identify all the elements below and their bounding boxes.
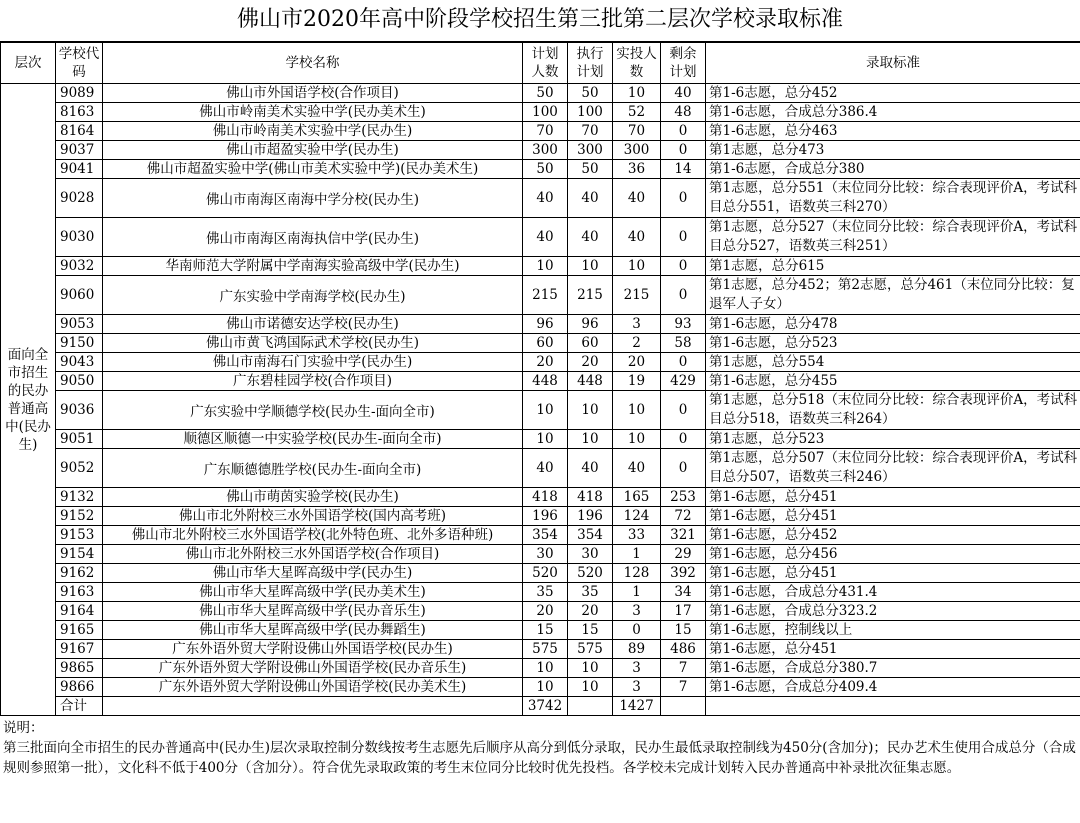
actual-count: 10	[613, 257, 661, 276]
school-name: 佛山市华大星晖高级中学(民办舞蹈生)	[103, 621, 523, 640]
header-plan	[523, 43, 568, 84]
exec-plan: 15	[568, 621, 613, 640]
remain-plan: 34	[661, 583, 706, 602]
school-code: 9060	[56, 276, 103, 315]
table-row	[1, 678, 1080, 697]
school-code: 9165	[56, 621, 103, 640]
exec-plan: 60	[568, 334, 613, 353]
table-row	[1, 391, 1080, 430]
actual-count: 124	[613, 507, 661, 526]
table-row	[1, 507, 1080, 526]
school-code: 9865	[56, 659, 103, 678]
actual-count: 10	[613, 430, 661, 449]
school-code: 9866	[56, 678, 103, 697]
admission-standard: 第1志愿，总分523	[706, 430, 1080, 449]
table-row	[1, 449, 1080, 488]
plan-count: 15	[523, 621, 568, 640]
exec-plan: 418	[568, 488, 613, 507]
remain-plan: 486	[661, 640, 706, 659]
exec-plan: 10	[568, 678, 613, 697]
plan-count: 448	[523, 372, 568, 391]
remain-plan: 7	[661, 678, 706, 697]
remain-plan: 0	[661, 122, 706, 141]
table-row	[1, 526, 1080, 545]
table-row	[1, 488, 1080, 507]
notes-heading: 说明：	[3, 720, 44, 736]
school-name: 广东实验中学顺德学校(民办生-面向全市)	[103, 391, 523, 430]
plan-count: 40	[523, 179, 568, 218]
plan-count: 354	[523, 526, 568, 545]
school-name: 佛山市华大星晖高级中学(民办美术生)	[103, 583, 523, 602]
actual-count: 128	[613, 564, 661, 583]
school-name: 佛山市岭南美术实验中学(民办生)	[103, 122, 523, 141]
school-name: 广东外语外贸大学附设佛山外国语学校(民办生)	[103, 640, 523, 659]
exec-plan: 10	[568, 659, 613, 678]
school-name: 广东顺德德胜学校(民办生-面向全市)	[103, 449, 523, 488]
remain-plan: 58	[661, 334, 706, 353]
actual-count: 1	[613, 583, 661, 602]
actual-count: 3	[613, 659, 661, 678]
admission-standard: 第1-6志愿，总分451	[706, 507, 1080, 526]
plan-count: 35	[523, 583, 568, 602]
actual-count: 19	[613, 372, 661, 391]
table-row	[1, 659, 1080, 678]
plan-count: 70	[523, 122, 568, 141]
exec-plan: 10	[568, 257, 613, 276]
total-exec-blank	[568, 697, 613, 716]
header-code-text: 学校代码	[58, 46, 100, 80]
school-code: 9053	[56, 315, 103, 334]
school-code: 9167	[56, 640, 103, 659]
remain-plan: 72	[661, 507, 706, 526]
table-header-row	[1, 43, 1080, 84]
exec-plan: 30	[568, 545, 613, 564]
school-code: 8163	[56, 103, 103, 122]
exec-plan: 354	[568, 526, 613, 545]
admission-standard: 第1-6志愿，总分452	[706, 84, 1080, 103]
header-actual	[613, 43, 661, 84]
table-row	[1, 218, 1080, 257]
total-actual: 1427	[613, 697, 661, 716]
admission-standard: 第1-6志愿，总分451	[706, 488, 1080, 507]
total-remain-blank	[661, 697, 706, 716]
admission-standard: 第1-6志愿，合成总分386.4	[706, 103, 1080, 122]
table-row	[1, 141, 1080, 160]
school-name: 佛山市北外附校三水外国语学校(北外特色班、北外多语种班)	[103, 526, 523, 545]
admission-standard: 第1-6志愿，总分455	[706, 372, 1080, 391]
school-code: 9051	[56, 430, 103, 449]
table-body	[1, 84, 1080, 716]
school-code: 9043	[56, 353, 103, 372]
school-code: 9153	[56, 526, 103, 545]
header-standard: 录取标准	[706, 43, 1080, 84]
plan-count: 40	[523, 449, 568, 488]
remain-plan: 321	[661, 526, 706, 545]
exec-plan: 96	[568, 315, 613, 334]
plan-count: 10	[523, 257, 568, 276]
table-row	[1, 122, 1080, 141]
exec-plan: 20	[568, 353, 613, 372]
actual-count: 3	[613, 602, 661, 621]
table-row	[1, 564, 1080, 583]
school-code: 9050	[56, 372, 103, 391]
admission-standard: 第1志愿，总分615	[706, 257, 1080, 276]
school-name: 佛山市岭南美术实验中学(民办美术生)	[103, 103, 523, 122]
admission-standard: 第1志愿，总分527（末位同分比较：综合表现评价A，考试科目总分527，语数英三科251）	[706, 218, 1080, 257]
school-name: 佛山市华大星晖高级中学(民办音乐生)	[103, 602, 523, 621]
remain-plan: 93	[661, 315, 706, 334]
plan-count: 418	[523, 488, 568, 507]
table-row	[1, 334, 1080, 353]
remain-plan: 392	[661, 564, 706, 583]
school-code: 9037	[56, 141, 103, 160]
school-code: 9028	[56, 179, 103, 218]
admission-standard: 第1-6志愿，控制线以上	[706, 621, 1080, 640]
total-row	[1, 697, 1080, 716]
header-remain	[661, 43, 706, 84]
remain-plan: 253	[661, 488, 706, 507]
header-name: 学校名称	[103, 43, 523, 84]
total-name-blank	[103, 697, 523, 716]
remain-plan: 0	[661, 276, 706, 315]
admission-standard: 第1-6志愿，合成总分409.4	[706, 678, 1080, 697]
school-name: 佛山市北外附校三水外国语学校(合作项目)	[103, 545, 523, 564]
actual-count: 10	[613, 391, 661, 430]
actual-count: 0	[613, 621, 661, 640]
plan-count: 50	[523, 84, 568, 103]
header-remain-text: 剩余计划	[669, 46, 697, 80]
school-code: 9132	[56, 488, 103, 507]
exec-plan: 40	[568, 179, 613, 218]
school-code: 9032	[56, 257, 103, 276]
plan-count: 96	[523, 315, 568, 334]
exec-plan: 20	[568, 602, 613, 621]
admission-table	[0, 42, 1080, 716]
school-code: 9152	[56, 507, 103, 526]
actual-count: 1	[613, 545, 661, 564]
plan-count: 575	[523, 640, 568, 659]
school-name: 佛山市外国语学校(合作项目)	[103, 84, 523, 103]
remain-plan: 17	[661, 602, 706, 621]
header-exec	[568, 43, 613, 84]
exec-plan: 10	[568, 391, 613, 430]
admission-standard: 第1-6志愿，合成总分380.7	[706, 659, 1080, 678]
header-exec-text: 执行计划	[576, 46, 604, 80]
actual-count: 3	[613, 678, 661, 697]
exec-plan: 40	[568, 449, 613, 488]
school-name: 广东外语外贸大学附设佛山外国语学校(民办音乐生)	[103, 659, 523, 678]
plan-count: 300	[523, 141, 568, 160]
school-name: 佛山市南海区南海执信中学(民办生)	[103, 218, 523, 257]
remain-plan: 0	[661, 449, 706, 488]
remain-plan: 14	[661, 160, 706, 179]
plan-count: 100	[523, 103, 568, 122]
table-row	[1, 315, 1080, 334]
school-name: 广东外语外贸大学附设佛山外国语学校(民办美术生)	[103, 678, 523, 697]
exec-plan: 50	[568, 160, 613, 179]
plan-count: 520	[523, 564, 568, 583]
remain-plan: 48	[661, 103, 706, 122]
actual-count: 2	[613, 334, 661, 353]
total-label: 合计	[56, 697, 103, 716]
table-row	[1, 103, 1080, 122]
remain-plan: 0	[661, 430, 706, 449]
notes-body: 第三批面向全市招生的民办普通高中(民办生)层次录取控制分数线按考生志愿先后顺序从高分到低分录取，民办生最低录取控制线为450分(含加分)；民办艺术生使用合成总分（合成规则参照第一批），文化科不低于400分（含加分）。符合优先录取政策的考生末位同分比较时优先投档。各学校未完成计划转入民办普通高中补录批次征集志愿。	[3, 740, 1076, 776]
school-code: 9030	[56, 218, 103, 257]
header-level: 层次	[1, 43, 56, 84]
plan-count: 10	[523, 430, 568, 449]
remain-plan: 429	[661, 372, 706, 391]
remain-plan: 0	[661, 391, 706, 430]
notes-section	[0, 716, 1080, 778]
total-standard-blank	[706, 697, 1080, 716]
school-code: 9150	[56, 334, 103, 353]
school-code: 9164	[56, 602, 103, 621]
school-name: 佛山市诺德安达学校(民办生)	[103, 315, 523, 334]
header-actual-text: 实投人数	[616, 46, 657, 80]
admission-standard: 第1-6志愿，合成总分431.4	[706, 583, 1080, 602]
admission-standard: 第1-6志愿，总分463	[706, 122, 1080, 141]
exec-plan: 215	[568, 276, 613, 315]
exec-plan: 35	[568, 583, 613, 602]
table-row	[1, 621, 1080, 640]
school-name: 顺德区顺德一中实验学校(民办生-面向全市)	[103, 430, 523, 449]
remain-plan: 0	[661, 141, 706, 160]
plan-count: 10	[523, 659, 568, 678]
plan-count: 196	[523, 507, 568, 526]
school-name: 华南师范大学附属中学南海实验高级中学(民办生)	[103, 257, 523, 276]
plan-count: 20	[523, 602, 568, 621]
total-plan: 3742	[523, 697, 568, 716]
plan-count: 30	[523, 545, 568, 564]
actual-count: 165	[613, 488, 661, 507]
school-code: 9036	[56, 391, 103, 430]
remain-plan: 7	[661, 659, 706, 678]
admission-standard: 第1-6志愿，合成总分323.2	[706, 602, 1080, 621]
school-code: 9154	[56, 545, 103, 564]
school-name: 佛山市华大星晖高级中学(民办生)	[103, 564, 523, 583]
school-name: 佛山市南海石门实验中学(民办生)	[103, 353, 523, 372]
plan-count: 60	[523, 334, 568, 353]
remain-plan: 0	[661, 179, 706, 218]
page-title: 佛山市2020年高中阶段学校招生第三批第二层次学校录取标准	[0, 0, 1080, 42]
header-plan-text: 计划人数	[531, 46, 559, 80]
exec-plan: 10	[568, 430, 613, 449]
table-row	[1, 276, 1080, 315]
plan-count: 215	[523, 276, 568, 315]
school-name: 佛山市黄飞鸿国际武术学校(民办生)	[103, 334, 523, 353]
school-name: 佛山市超盈实验中学(民办生)	[103, 141, 523, 160]
remain-plan: 0	[661, 218, 706, 257]
school-code: 9162	[56, 564, 103, 583]
exec-plan: 70	[568, 122, 613, 141]
admission-standard: 第1志愿，总分554	[706, 353, 1080, 372]
table-row	[1, 179, 1080, 218]
table-row	[1, 160, 1080, 179]
remain-plan: 0	[661, 353, 706, 372]
table-row	[1, 84, 1080, 103]
actual-count: 10	[613, 84, 661, 103]
actual-count: 3	[613, 315, 661, 334]
exec-plan: 196	[568, 507, 613, 526]
plan-count: 50	[523, 160, 568, 179]
admission-standard: 第1志愿，总分518（末位同分比较：综合表现评价A，考试科目总分518，语数英三科264）	[706, 391, 1080, 430]
school-name: 佛山市南海区南海中学分校(民办生)	[103, 179, 523, 218]
remain-plan: 0	[661, 257, 706, 276]
actual-count: 20	[613, 353, 661, 372]
exec-plan: 448	[568, 372, 613, 391]
admission-standard: 第1志愿，总分507（末位同分比较：综合表现评价A，考试科目总分507，语数英三科246）	[706, 449, 1080, 488]
table-row	[1, 372, 1080, 391]
school-name: 佛山市北外附校三水外国语学校(国内高考班)	[103, 507, 523, 526]
actual-count: 36	[613, 160, 661, 179]
table-row	[1, 257, 1080, 276]
plan-count: 40	[523, 218, 568, 257]
actual-count: 89	[613, 640, 661, 659]
actual-count: 70	[613, 122, 661, 141]
actual-count: 52	[613, 103, 661, 122]
school-name: 广东实验中学南海学校(民办生)	[103, 276, 523, 315]
actual-count: 300	[613, 141, 661, 160]
admission-standard: 第1-6志愿，合成总分380	[706, 160, 1080, 179]
actual-count: 215	[613, 276, 661, 315]
admission-standard: 第1-6志愿，总分478	[706, 315, 1080, 334]
admission-standard: 第1志愿，总分452；第2志愿，总分461（末位同分比较：复退军人子女）	[706, 276, 1080, 315]
remain-plan: 15	[661, 621, 706, 640]
admission-standard: 第1-6志愿，总分451	[706, 564, 1080, 583]
admission-standard: 第1志愿，总分473	[706, 141, 1080, 160]
remain-plan: 29	[661, 545, 706, 564]
exec-plan: 575	[568, 640, 613, 659]
exec-plan: 520	[568, 564, 613, 583]
exec-plan: 300	[568, 141, 613, 160]
admission-standard: 第1志愿，总分551（末位同分比较：综合表现评价A，考试科目总分551，语数英三科270）	[706, 179, 1080, 218]
plan-count: 10	[523, 391, 568, 430]
school-code: 8164	[56, 122, 103, 141]
admission-standard: 第1-6志愿，总分523	[706, 334, 1080, 353]
school-code: 9052	[56, 449, 103, 488]
school-code: 9041	[56, 160, 103, 179]
admission-standard: 第1-6志愿，总分452	[706, 526, 1080, 545]
header-code	[56, 43, 103, 84]
actual-count: 40	[613, 179, 661, 218]
table-row	[1, 353, 1080, 372]
school-code: 9089	[56, 84, 103, 103]
exec-plan: 40	[568, 218, 613, 257]
level-cell: 面向全市招生的民办普通高中(民办生)	[1, 84, 56, 716]
actual-count: 33	[613, 526, 661, 545]
exec-plan: 100	[568, 103, 613, 122]
plan-count: 10	[523, 678, 568, 697]
school-code: 9163	[56, 583, 103, 602]
school-name: 佛山市超盈实验中学(佛山市美术实验中学)(民办美术生)	[103, 160, 523, 179]
admission-standard: 第1-6志愿，总分451	[706, 640, 1080, 659]
school-name: 佛山市萌茵实验学校(民办生)	[103, 488, 523, 507]
admission-standard: 第1-6志愿，总分456	[706, 545, 1080, 564]
table-row	[1, 430, 1080, 449]
exec-plan: 50	[568, 84, 613, 103]
table-row	[1, 545, 1080, 564]
actual-count: 40	[613, 218, 661, 257]
plan-count: 20	[523, 353, 568, 372]
school-name: 广东碧桂园学校(合作项目)	[103, 372, 523, 391]
remain-plan: 40	[661, 84, 706, 103]
actual-count: 40	[613, 449, 661, 488]
table-row	[1, 602, 1080, 621]
table-row	[1, 640, 1080, 659]
table-row	[1, 583, 1080, 602]
